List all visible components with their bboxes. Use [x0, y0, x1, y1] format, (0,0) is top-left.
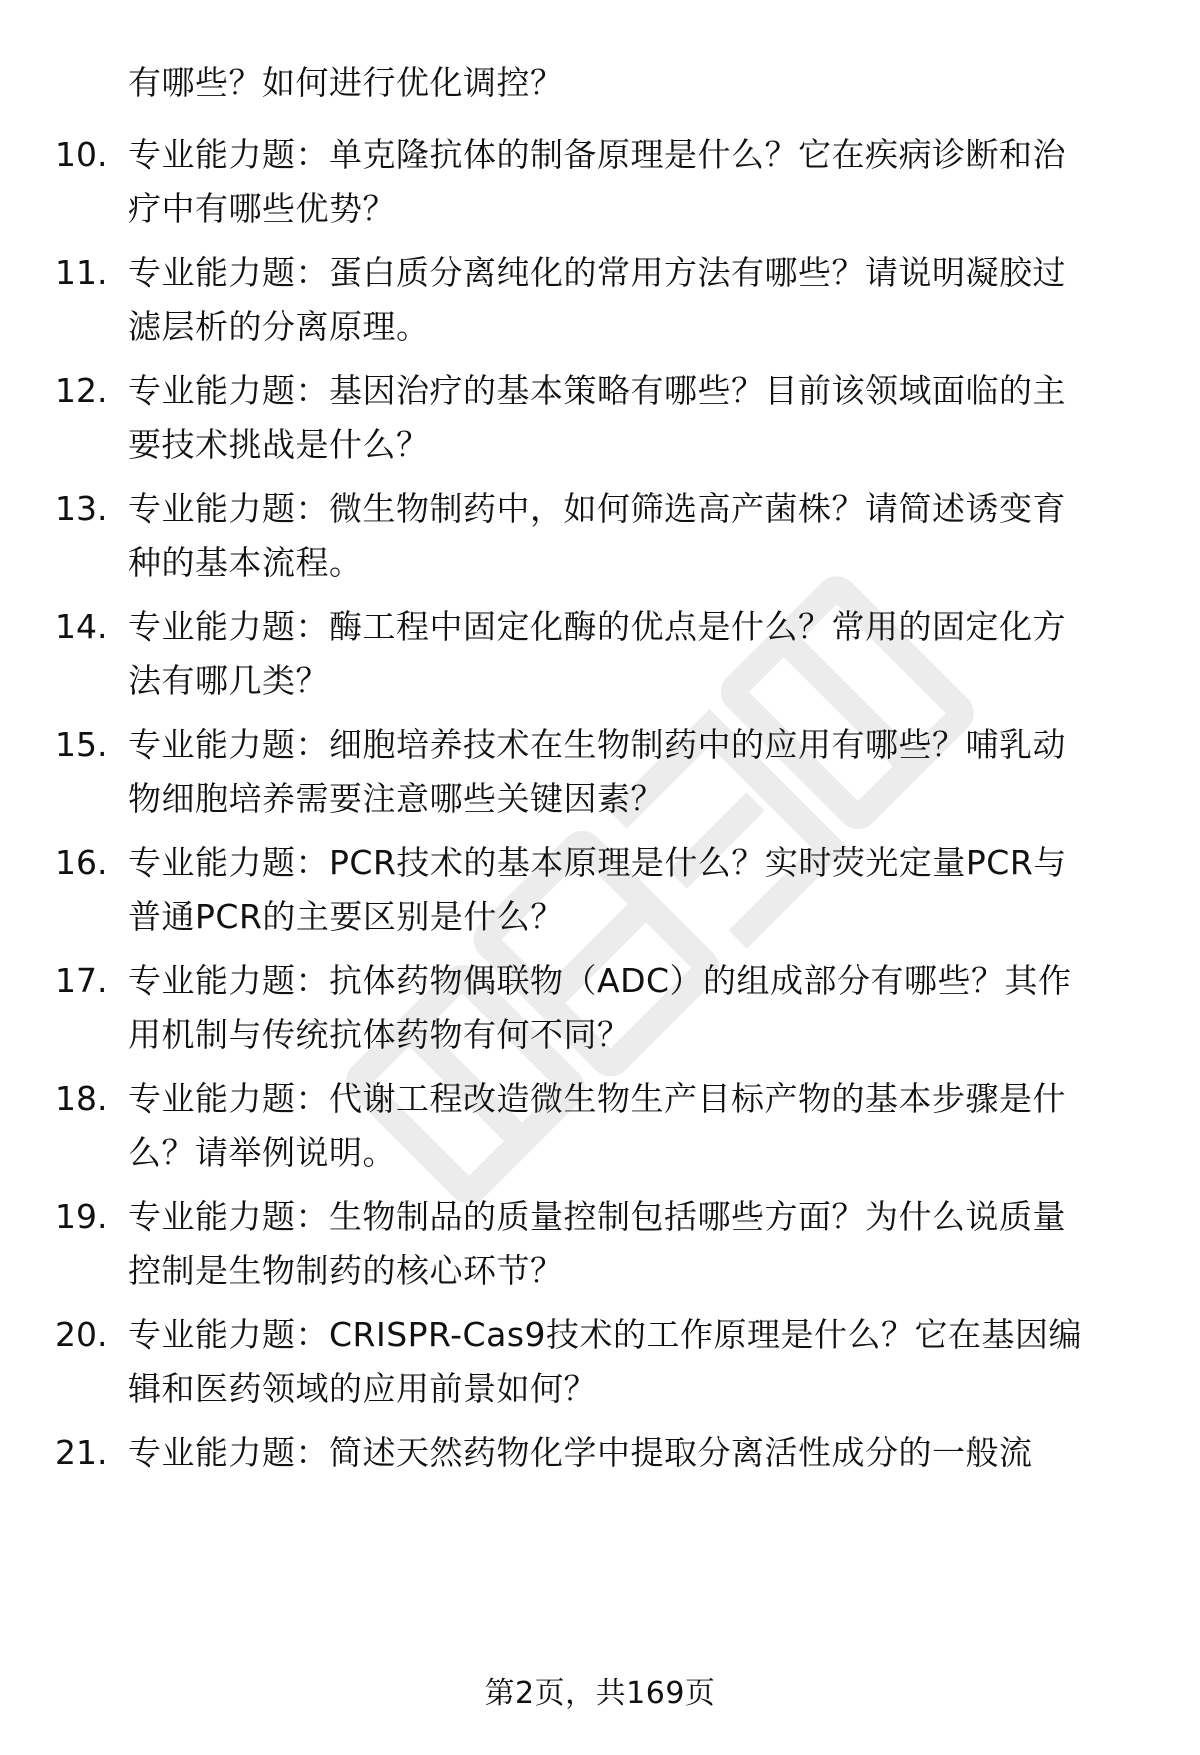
question-number: 16.	[55, 843, 108, 882]
question-line: 专业能力题：抗体药物偶联物（ADC）的组成部分有哪些？其作	[128, 961, 1072, 1000]
question-text	[128, 364, 1138, 472]
question-number: 15.	[55, 725, 108, 764]
question-line: 专业能力题：基因治疗的基本策略有哪些？目前该领域面临的主	[128, 371, 1066, 410]
question-line: 专业能力题：细胞培养技术在生物制药中的应用有哪些？哺乳动	[128, 725, 1066, 764]
question-line: 专业能力题：微生物制药中，如何筛选高产菌株？请简述诱变育	[128, 489, 1066, 528]
page-number-footer: 第2页，共169页	[484, 1676, 716, 1711]
question-number: 14.	[55, 607, 108, 646]
question-number: 11.	[55, 253, 108, 292]
question-number: 13.	[55, 489, 108, 528]
question-text	[128, 246, 1138, 354]
question-line: 普通PCR的主要区别是什么？	[128, 897, 564, 936]
question-line: 专业能力题：单克隆抗体的制备原理是什么？它在疾病诊断和治	[128, 135, 1066, 174]
question-text	[128, 1426, 1138, 1480]
question-line: 专业能力题：生物制品的质量控制包括哪些方面？为什么说质量	[128, 1197, 1066, 1236]
question-number: 18.	[55, 1079, 108, 1118]
question-number: 19.	[55, 1197, 108, 1236]
question-number: 12.	[55, 371, 108, 410]
question-text	[128, 1072, 1138, 1180]
question-number: 10.	[55, 135, 108, 174]
question-line: 专业能力题：蛋白质分离纯化的常用方法有哪些？请说明凝胶过	[128, 253, 1066, 292]
question-text	[128, 836, 1138, 944]
continued-question-fragment: 有哪些？如何进行优化调控？	[128, 63, 564, 102]
question-text	[128, 1308, 1138, 1416]
question-line: 物细胞培养需要注意哪些关键因素？	[128, 779, 664, 818]
question-text	[128, 600, 1138, 708]
question-line: 法有哪几类？	[128, 661, 329, 700]
question-line: 专业能力题：CRISPR-Cas9技术的工作原理是什么？它在基因编	[128, 1315, 1083, 1354]
question-text	[128, 128, 1138, 236]
question-line: 专业能力题：简述天然药物化学中提取分离活性成分的一般流	[128, 1433, 1033, 1472]
question-text	[128, 954, 1138, 1062]
question-line: 么？请举例说明。	[128, 1133, 396, 1172]
question-number: 20.	[55, 1315, 108, 1354]
question-line: 辑和医药领域的应用前景如何？	[128, 1369, 597, 1408]
question-line: 种的基本流程。	[128, 543, 363, 582]
question-number: 17.	[55, 961, 108, 1000]
question-text	[128, 482, 1138, 590]
question-line: 专业能力题：代谢工程改造微生物生产目标产物的基本步骤是什	[128, 1079, 1066, 1118]
question-text	[128, 1190, 1138, 1298]
question-number: 21.	[55, 1433, 108, 1472]
question-line: 滤层析的分离原理。	[128, 307, 430, 346]
question-line: 专业能力题：酶工程中固定化酶的优点是什么？常用的固定化方	[128, 607, 1066, 646]
question-line: 用机制与传统抗体药物有何不同？	[128, 1015, 631, 1054]
question-line: 控制是生物制药的核心环节？	[128, 1251, 564, 1290]
question-line: 要技术挑战是什么？	[128, 425, 430, 464]
question-line: 疗中有哪些优势？	[128, 189, 396, 228]
question-text	[128, 718, 1138, 826]
question-line: 专业能力题：PCR技术的基本原理是什么？实时荧光定量PCR与	[128, 843, 1067, 882]
